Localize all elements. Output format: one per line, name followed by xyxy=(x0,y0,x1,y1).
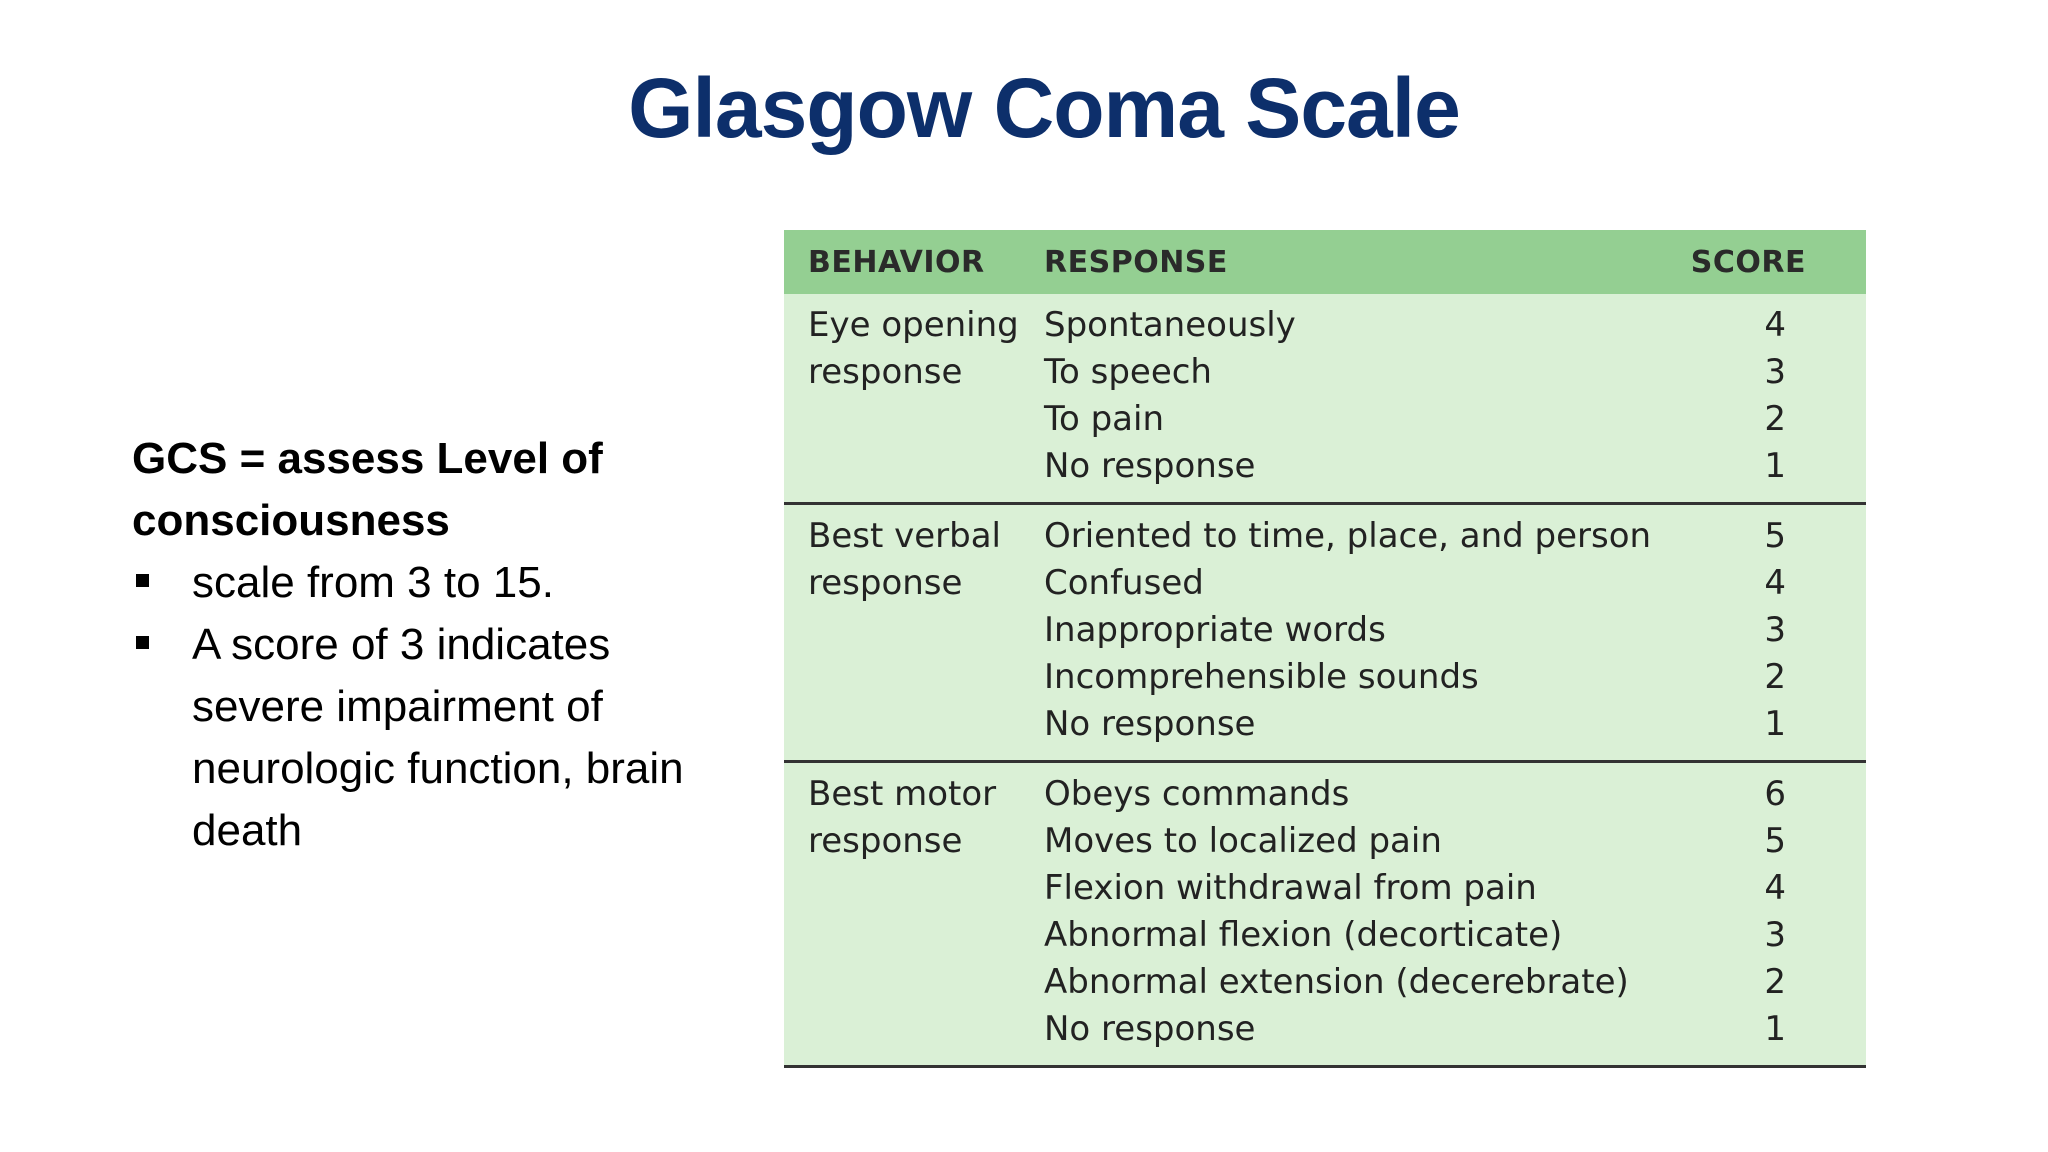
table-row xyxy=(1040,1006,1866,1053)
behavior-line2: response xyxy=(808,352,963,392)
bullet-text: scale from 3 to 15. xyxy=(192,558,554,607)
table-header-row xyxy=(784,230,1866,294)
score-cell: 3 xyxy=(1764,915,1786,955)
table-row xyxy=(1040,349,1866,396)
table-row xyxy=(1040,959,1866,1006)
score-cell: 1 xyxy=(1764,704,1786,744)
response-rows xyxy=(1040,771,1866,1053)
behavior-line2: response xyxy=(808,821,963,861)
square-bullet-icon xyxy=(136,636,149,649)
response-cell: Spontaneously xyxy=(1044,305,1296,345)
bullet-item xyxy=(132,614,752,862)
slide-title: Glasgow Coma Scale xyxy=(628,61,1460,155)
score-cell: 2 xyxy=(1764,657,1786,697)
behavior-line1: Best motor xyxy=(808,774,997,814)
table-row xyxy=(1040,654,1866,701)
score-cell: 3 xyxy=(1764,352,1786,392)
score-cell: 4 xyxy=(1764,305,1786,345)
header-behavior: BEHAVIOR xyxy=(808,244,985,280)
bullet-text: A score of 3 indicates severe impairment of neurologic function, brain death xyxy=(192,620,684,855)
table-row xyxy=(1040,513,1866,560)
table-row xyxy=(1040,443,1866,490)
behavior-line1: Eye opening xyxy=(808,305,1019,345)
table-row xyxy=(1040,818,1866,865)
gcs-heading-line1: GCS = assess Level of xyxy=(132,434,603,483)
score-cell: 1 xyxy=(1764,1009,1786,1049)
response-cell: Confused xyxy=(1044,563,1204,603)
table-row xyxy=(1040,302,1866,349)
table-section-eye-opening xyxy=(784,294,1866,505)
gcs-table xyxy=(784,230,1866,1068)
table-row xyxy=(1040,912,1866,959)
score-cell: 3 xyxy=(1764,610,1786,650)
response-rows xyxy=(1040,302,1866,490)
table-section-best-motor xyxy=(784,763,1866,1068)
table-row xyxy=(1040,701,1866,748)
bullet-list xyxy=(132,552,752,862)
bullet-item xyxy=(132,552,752,614)
table-row xyxy=(1040,560,1866,607)
response-rows xyxy=(1040,513,1866,748)
gcs-heading xyxy=(132,428,752,552)
square-bullet-icon xyxy=(136,574,149,587)
response-cell: No response xyxy=(1044,1009,1256,1049)
response-cell: Moves to localized pain xyxy=(1044,821,1442,861)
score-cell: 5 xyxy=(1764,821,1786,861)
response-cell: No response xyxy=(1044,704,1256,744)
behavior-line2: response xyxy=(808,563,963,603)
response-cell: Oriented to time, place, and person xyxy=(1044,516,1652,556)
behavior-cell xyxy=(784,771,1040,1053)
left-text-panel xyxy=(132,428,752,862)
score-cell: 6 xyxy=(1764,774,1786,814)
gcs-heading-line2: consciousness xyxy=(132,496,450,545)
score-cell: 2 xyxy=(1764,962,1786,1002)
score-cell: 5 xyxy=(1764,516,1786,556)
response-cell: No response xyxy=(1044,446,1256,486)
response-cell: To pain xyxy=(1044,399,1165,439)
table-row xyxy=(1040,607,1866,654)
header-score: SCORE xyxy=(1690,244,1806,280)
response-cell: Abnormal flexion (decorticate) xyxy=(1044,915,1563,955)
behavior-line1: Best verbal xyxy=(808,516,1001,556)
table-section-best-verbal xyxy=(784,505,1866,763)
score-cell: 1 xyxy=(1764,446,1786,486)
table-row xyxy=(1040,771,1866,818)
score-cell: 4 xyxy=(1764,563,1786,603)
response-cell: Flexion withdrawal from pain xyxy=(1044,868,1537,908)
response-cell: Inappropriate words xyxy=(1044,610,1386,650)
score-cell: 2 xyxy=(1764,399,1786,439)
response-cell: Abnormal extension (decerebrate) xyxy=(1044,962,1629,1002)
table-row xyxy=(1040,396,1866,443)
score-cell: 4 xyxy=(1764,868,1786,908)
table-row xyxy=(1040,865,1866,912)
behavior-cell xyxy=(784,302,1040,490)
response-cell: Incomprehensible sounds xyxy=(1044,657,1479,697)
response-cell: Obeys commands xyxy=(1044,774,1350,814)
response-cell: To speech xyxy=(1044,352,1212,392)
header-response: RESPONSE xyxy=(1044,244,1228,280)
behavior-cell xyxy=(784,513,1040,748)
